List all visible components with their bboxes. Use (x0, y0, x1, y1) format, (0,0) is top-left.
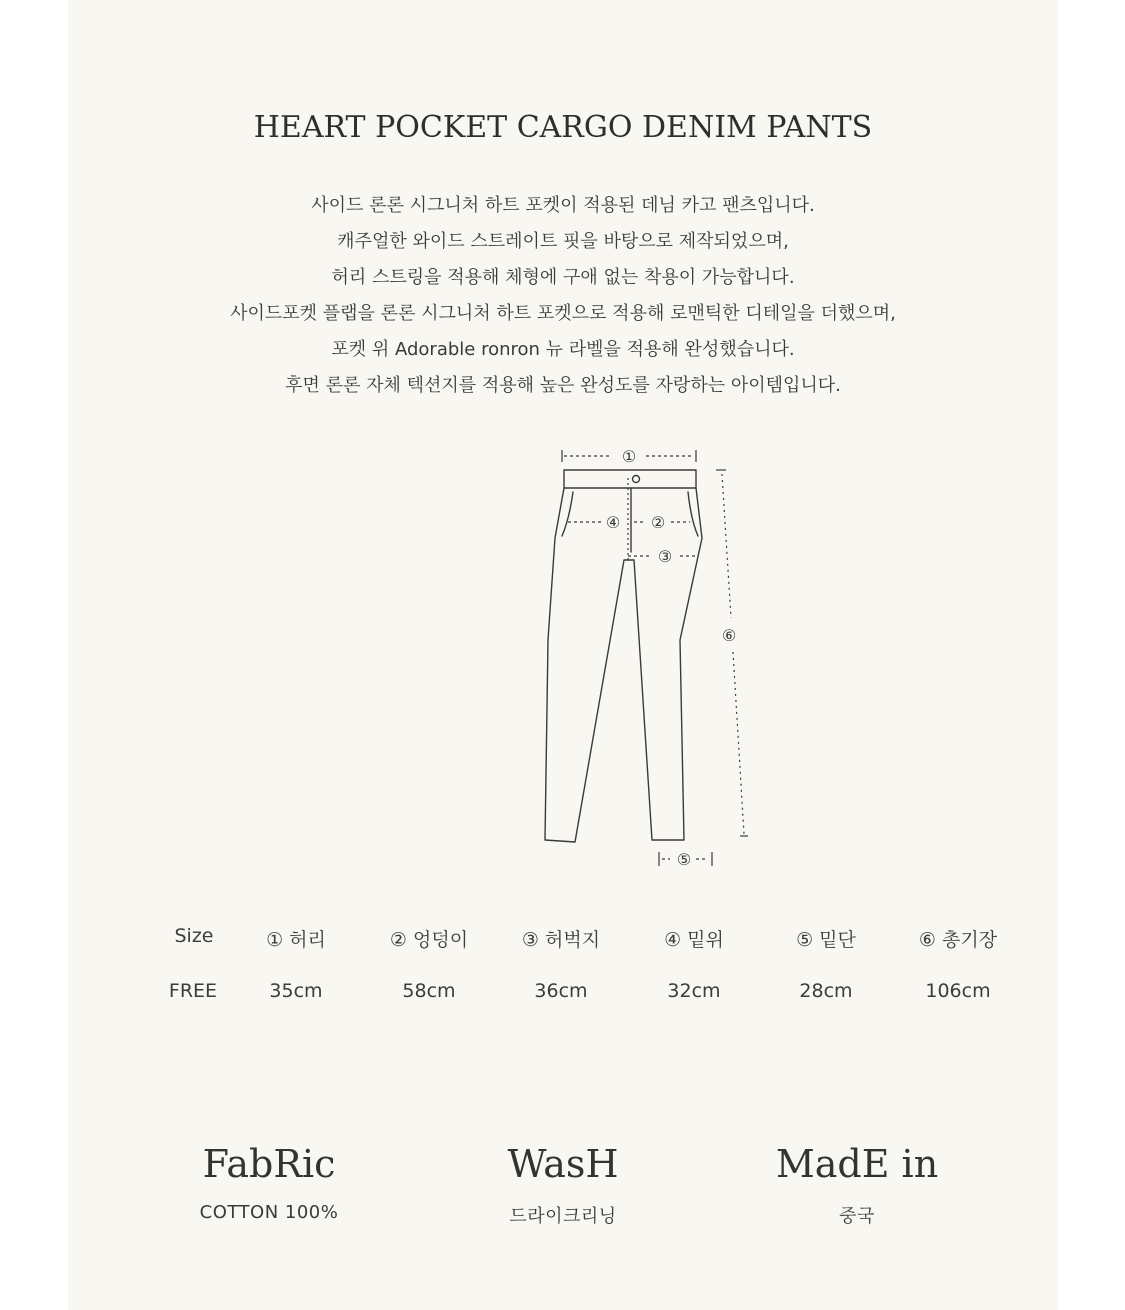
pants-left-pocket (562, 492, 573, 536)
pants-waistband (564, 470, 696, 488)
wash-info (413, 1140, 713, 1228)
fabric-heading: FabRic (202, 1142, 336, 1186)
description-line: 포켓 위 Adorable ronron 뉴 라벨을 적용해 완성했습니다. (331, 339, 795, 360)
size-header-cell: ⑥ 총기장 (918, 929, 998, 951)
size-header-cell: ① 허리 (266, 929, 326, 951)
description-line: 캐주얼한 와이드 스트레이트 핏을 바탕으로 제작되었으며, (337, 231, 789, 252)
size-table-row (168, 970, 1048, 1025)
fabric-info (119, 1140, 419, 1223)
size-table-header (174, 915, 1048, 970)
size-value-cell: 28cm (799, 980, 853, 1002)
marker-3: ③ (657, 547, 673, 566)
size-value-cell: 58cm (402, 980, 456, 1002)
wash-heading: WasH (507, 1142, 619, 1186)
size-value-cell: 36cm (534, 980, 588, 1002)
pants-measurement-diagram (468, 440, 768, 880)
fabric-value: COTTON 100% (199, 1202, 339, 1223)
size-header-cell: Size (174, 925, 214, 947)
size-header-cell: ② 엉덩이 (389, 929, 469, 951)
product-detail-panel (68, 0, 1058, 1310)
marker-1: ① (621, 447, 637, 466)
product-title: HEART POCKET CARGO DENIM PANTS (253, 110, 873, 145)
size-header-cell: ④ 밑위 (664, 929, 724, 951)
marker-4: ④ (605, 513, 621, 532)
marker-2: ② (650, 513, 666, 532)
made-in-heading: MadE in (775, 1142, 939, 1186)
marker-6: ⑥ (721, 626, 737, 645)
pants-outline (545, 488, 702, 842)
product-description (68, 188, 1058, 404)
size-value-cell: 35cm (269, 980, 323, 1002)
made-in-info (707, 1140, 1007, 1228)
description-line: 사이드 론론 시그니처 하트 포켓이 적용된 데님 카고 팬츠입니다. (311, 195, 815, 216)
made-in-value: 중국 (839, 1206, 875, 1227)
wash-value: 드라이크리닝 (509, 1206, 617, 1227)
size-value-cell: 106cm (925, 980, 991, 1002)
description-line: 사이드포켓 플랩을 론론 시그니처 하트 포켓으로 적용해 로맨틱한 디테일을 더했으며, (230, 303, 896, 324)
marker-5: ⑤ (676, 850, 692, 869)
pants-button (633, 476, 640, 483)
size-value-cell: 32cm (667, 980, 721, 1002)
description-line: 허리 스트링을 적용해 체형에 구애 없는 착용이 가능합니다. (331, 267, 795, 288)
pants-right-pocket (688, 492, 698, 536)
size-table (168, 915, 1048, 1025)
size-header-cell: ③ 허벅지 (521, 929, 601, 951)
size-value-cell: FREE (168, 980, 218, 1002)
description-line: 후면 론론 자체 텍션지를 적용해 높은 완성도를 자랑하는 아이템입니다. (285, 375, 841, 396)
size-header-cell: ⑤ 밑단 (796, 929, 856, 951)
